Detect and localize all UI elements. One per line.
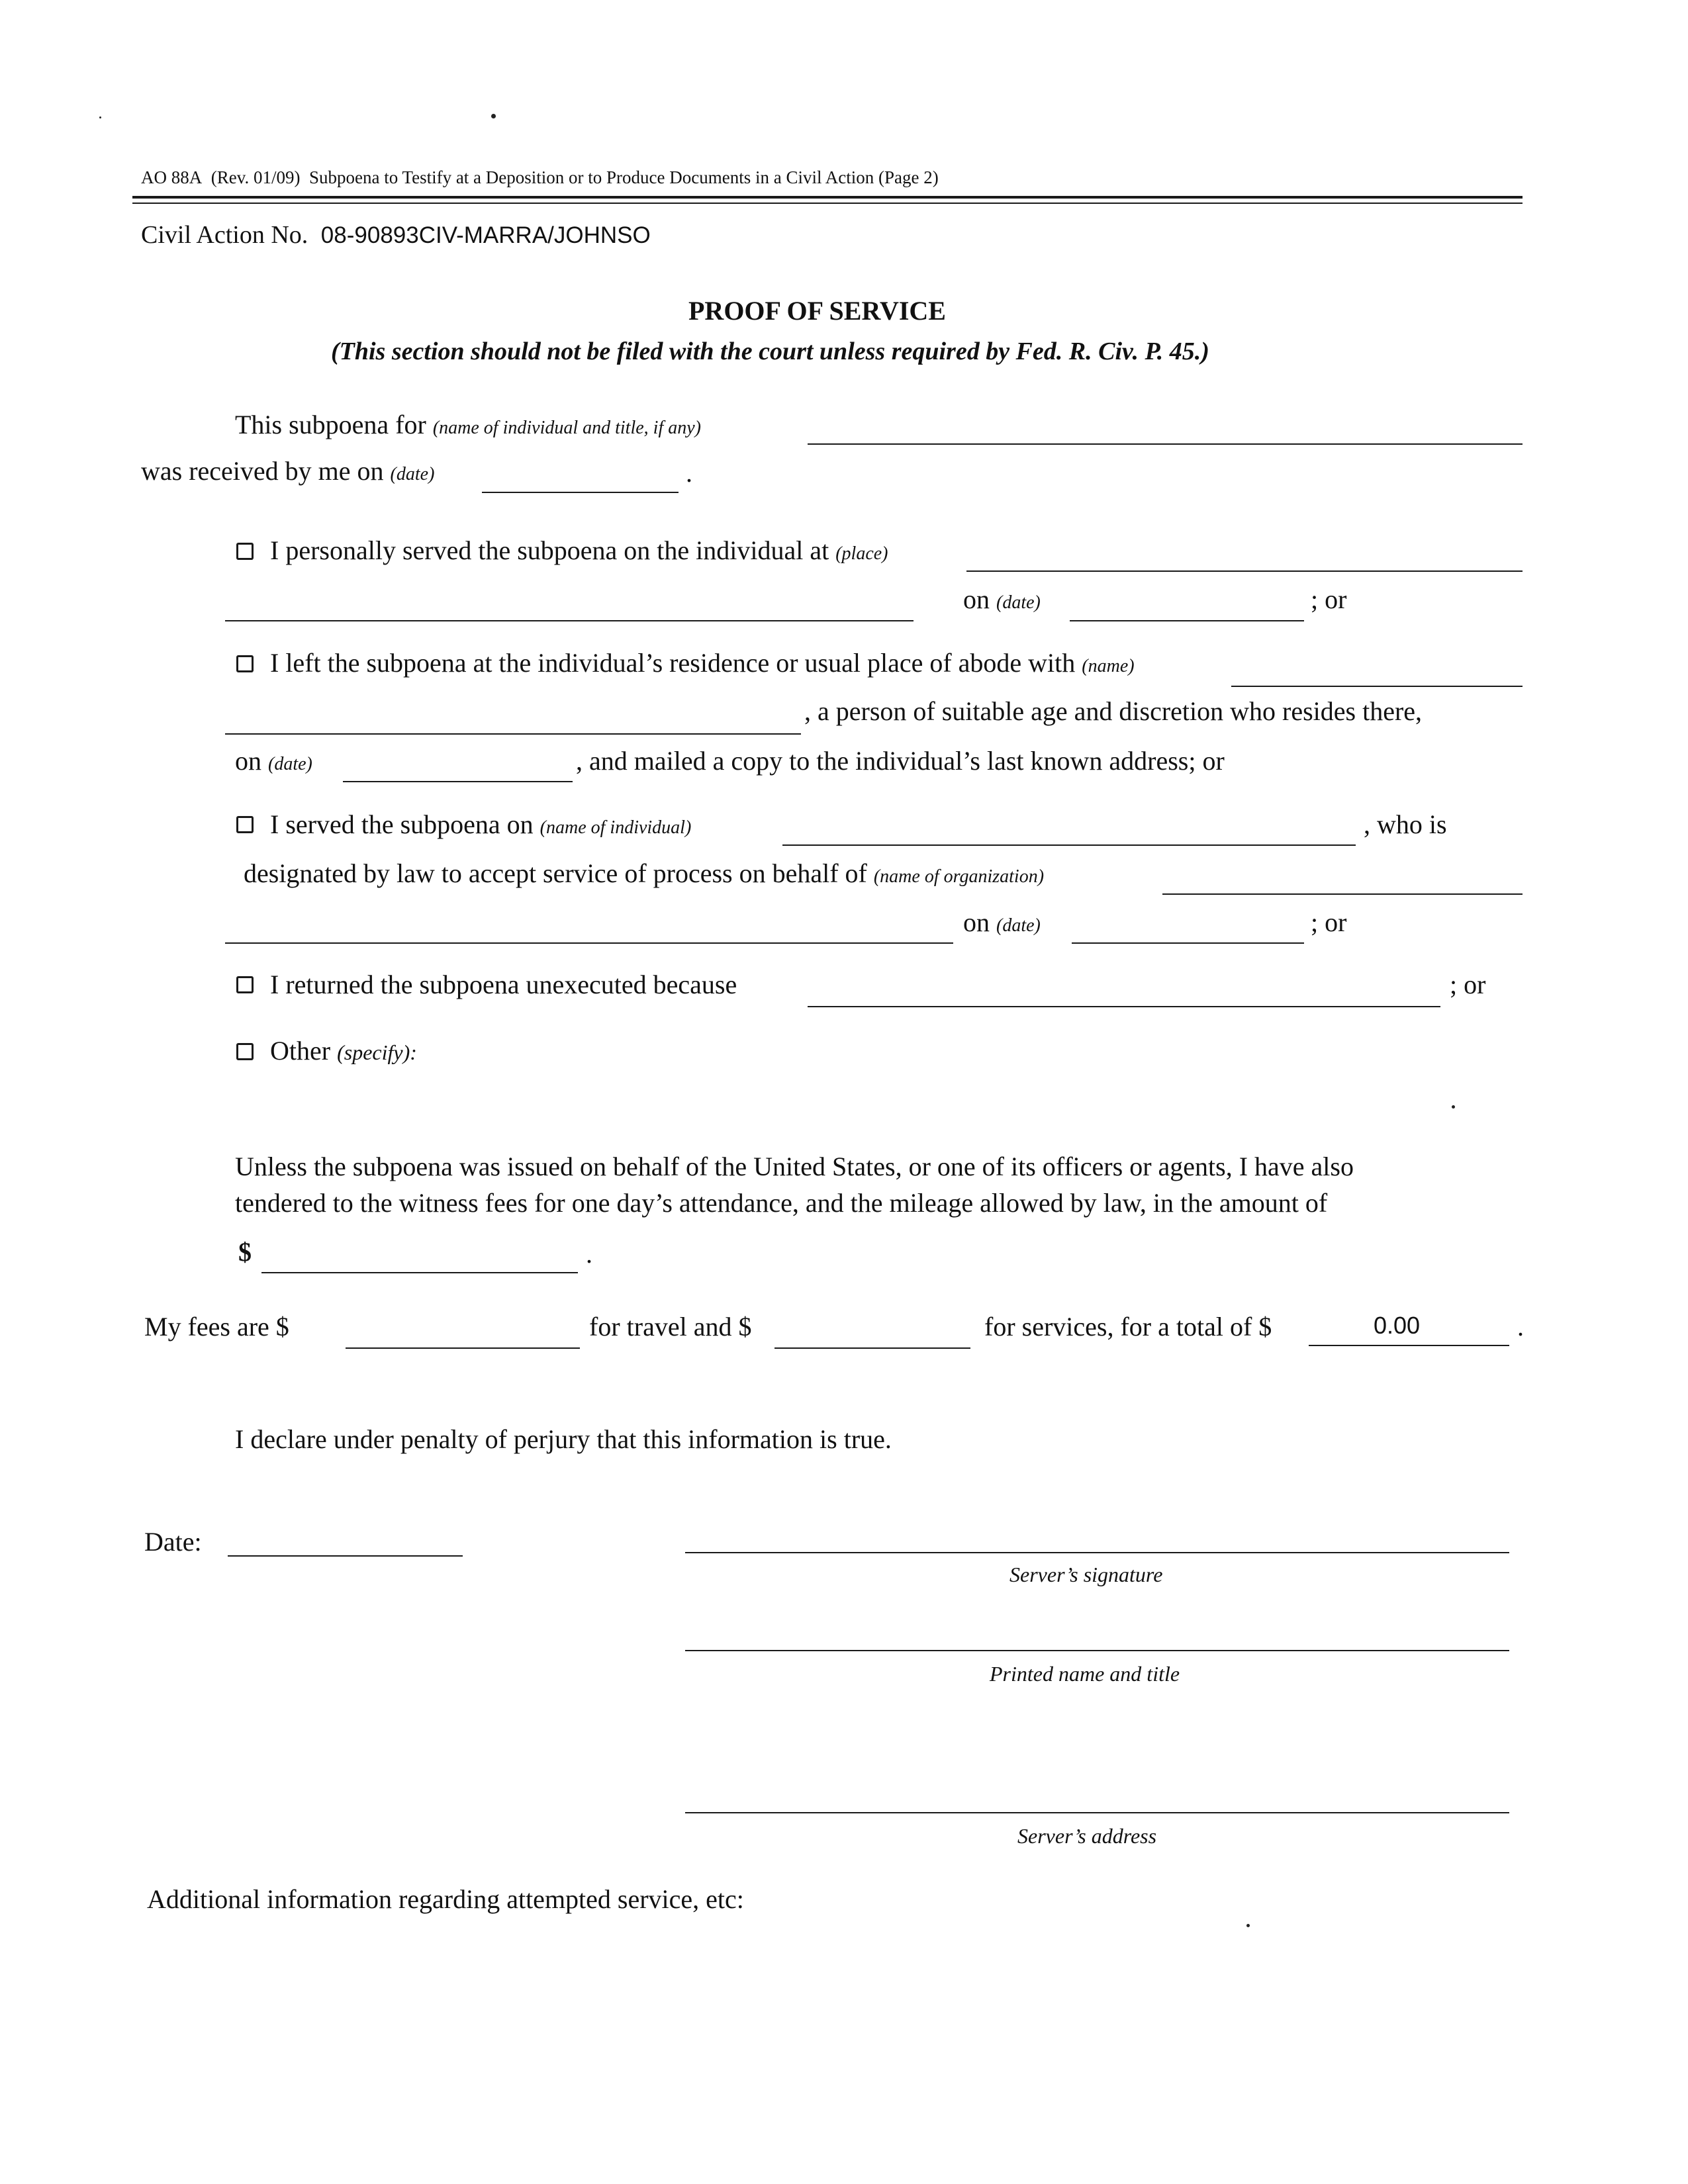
- individual-name-field[interactable]: [782, 844, 1356, 846]
- civil-action: [141, 222, 651, 248]
- residence-name-field-cont[interactable]: [225, 733, 801, 735]
- signature-field[interactable]: [685, 1552, 1509, 1553]
- other-line: [270, 1038, 417, 1064]
- section-title: PROOF OF SERVICE: [688, 296, 946, 326]
- individual-name-hint: (name of individual): [539, 817, 692, 838]
- scan-speck: [1452, 1105, 1455, 1109]
- witness-fees-currency: $: [238, 1237, 252, 1267]
- residence-date-line: [235, 748, 312, 774]
- travel-text: for travel and $: [589, 1312, 752, 1342]
- returned-text: I returned the subpoena unexecuted because: [270, 970, 737, 999]
- designated-date-line: [963, 909, 1041, 936]
- designated-date-hint: (date): [996, 915, 1041, 936]
- received-date-field[interactable]: [482, 492, 679, 493]
- printed-name-field[interactable]: [685, 1650, 1509, 1651]
- scan-speck: [1246, 1924, 1250, 1927]
- organization-field[interactable]: [1162, 893, 1523, 895]
- residence-name-field[interactable]: [1231, 686, 1523, 687]
- personal-date-hint: (date): [996, 592, 1041, 613]
- form-revision: (Rev. 01/09): [211, 167, 301, 187]
- residence-on-text: on: [235, 746, 261, 776]
- residence-mailed-text: , and mailed a copy to the individual’s last known address; or: [576, 746, 1225, 776]
- place-field-cont[interactable]: [225, 620, 914, 621]
- address-caption: Server’s address: [1017, 1824, 1157, 1848]
- personal-or: ; or: [1311, 584, 1347, 614]
- designated-service-checkbox[interactable]: [236, 816, 254, 833]
- fees-period: .: [1517, 1312, 1524, 1342]
- total-fee-field[interactable]: [1309, 1345, 1509, 1346]
- designated-on-text: on: [963, 907, 990, 937]
- address-field[interactable]: [685, 1812, 1509, 1813]
- additional-info-label: Additional information regarding attempted service, etc:: [147, 1884, 744, 1914]
- returned-checkbox[interactable]: [236, 976, 254, 993]
- civil-action-number: 08-90893CIV-MARRA/JOHNSO: [320, 222, 651, 248]
- witness-fees-line2: tendered to the witness fees for one day’s attendance, and the mileage allowed by law, in the amount of: [235, 1188, 1328, 1218]
- received-date-line: [141, 458, 434, 484]
- designated-text: designated by law to accept service of process on behalf of: [244, 858, 867, 888]
- my-fees-text: My fees are $: [144, 1312, 289, 1342]
- form-header: [141, 169, 939, 187]
- personal-service-checkbox[interactable]: [236, 543, 254, 560]
- returned-or: ; or: [1450, 970, 1486, 999]
- designated-or: ; or: [1311, 907, 1347, 937]
- form-id: AO 88A: [141, 167, 203, 187]
- witness-fees-amount-field[interactable]: [261, 1272, 578, 1273]
- received-text: was received by me on: [141, 456, 384, 486]
- other-text: Other: [270, 1036, 331, 1066]
- residence-service-text: I left the subpoena at the individual’s residence or usual place of abode with: [270, 648, 1076, 678]
- travel-fee-field[interactable]: [346, 1347, 580, 1349]
- scan-speck: [491, 114, 496, 118]
- designated-who-text: , who is: [1364, 809, 1447, 839]
- residence-date-hint: (date): [268, 754, 312, 774]
- designated-date-field[interactable]: [1072, 942, 1304, 944]
- printed-name-caption: Printed name and title: [990, 1662, 1180, 1686]
- header-rule-top: [132, 196, 1523, 199]
- name-title-field[interactable]: [808, 443, 1523, 445]
- residence-service-line: [270, 650, 1135, 676]
- received-period: .: [686, 458, 692, 488]
- personal-on-text: on: [963, 584, 990, 614]
- services-text: for services, for a total of $: [984, 1312, 1272, 1342]
- form-title: Subpoena to Testify at a Deposition or to Produce Documents in a Civil Action (Page 2): [308, 167, 939, 187]
- witness-fees-period: .: [586, 1239, 592, 1269]
- civil-action-label: Civil Action No.: [141, 221, 308, 249]
- personal-service-line: [270, 537, 888, 564]
- signature-caption: Server’s signature: [1009, 1563, 1163, 1586]
- name-title-hint: (name of individual and title, if any): [432, 418, 701, 438]
- section-note: (This section should not be filed with the court unless required by Fed. R. Civ. P. 45.): [331, 338, 1209, 365]
- organization-hint: (name of organization): [873, 866, 1045, 887]
- residence-service-checkbox[interactable]: [236, 655, 254, 672]
- other-checkbox[interactable]: [236, 1043, 254, 1060]
- residence-name-hint: (name): [1082, 656, 1135, 676]
- received-line: [235, 412, 701, 438]
- personal-service-text: I personally served the subpoena on the individual at: [270, 535, 829, 565]
- scan-speck: [99, 116, 101, 118]
- received-prefix: This subpoena for: [235, 410, 426, 439]
- date-label: Date:: [144, 1527, 202, 1557]
- residence-suitable-text: , a person of suitable age and discretion who resides there,: [804, 696, 1423, 726]
- specify-hint: (specify):: [337, 1040, 417, 1064]
- services-fee-field[interactable]: [774, 1347, 970, 1349]
- designated-org-line: [244, 860, 1044, 887]
- designated-service-text: I served the subpoena on: [270, 809, 534, 839]
- date-field[interactable]: [228, 1555, 463, 1557]
- designated-service-line: [270, 811, 691, 838]
- perjury-declaration: I declare under penalty of perjury that this information is true.: [235, 1424, 892, 1454]
- received-date-hint: (date): [390, 464, 435, 484]
- place-field[interactable]: [966, 570, 1523, 572]
- witness-fees-line1: Unless the subpoena was issued on behalf of the United States, or one of its officers or agents, I have also: [235, 1152, 1354, 1181]
- residence-date-field[interactable]: [343, 781, 573, 782]
- personal-date-field[interactable]: [1070, 620, 1304, 621]
- personal-date-line: [963, 586, 1041, 613]
- place-hint: (place): [835, 543, 888, 564]
- returned-reason-field[interactable]: [808, 1006, 1440, 1007]
- total-fee-value: 0.00: [1374, 1312, 1421, 1339]
- organization-field-cont[interactable]: [225, 942, 953, 944]
- header-rule-bottom: [132, 203, 1523, 204]
